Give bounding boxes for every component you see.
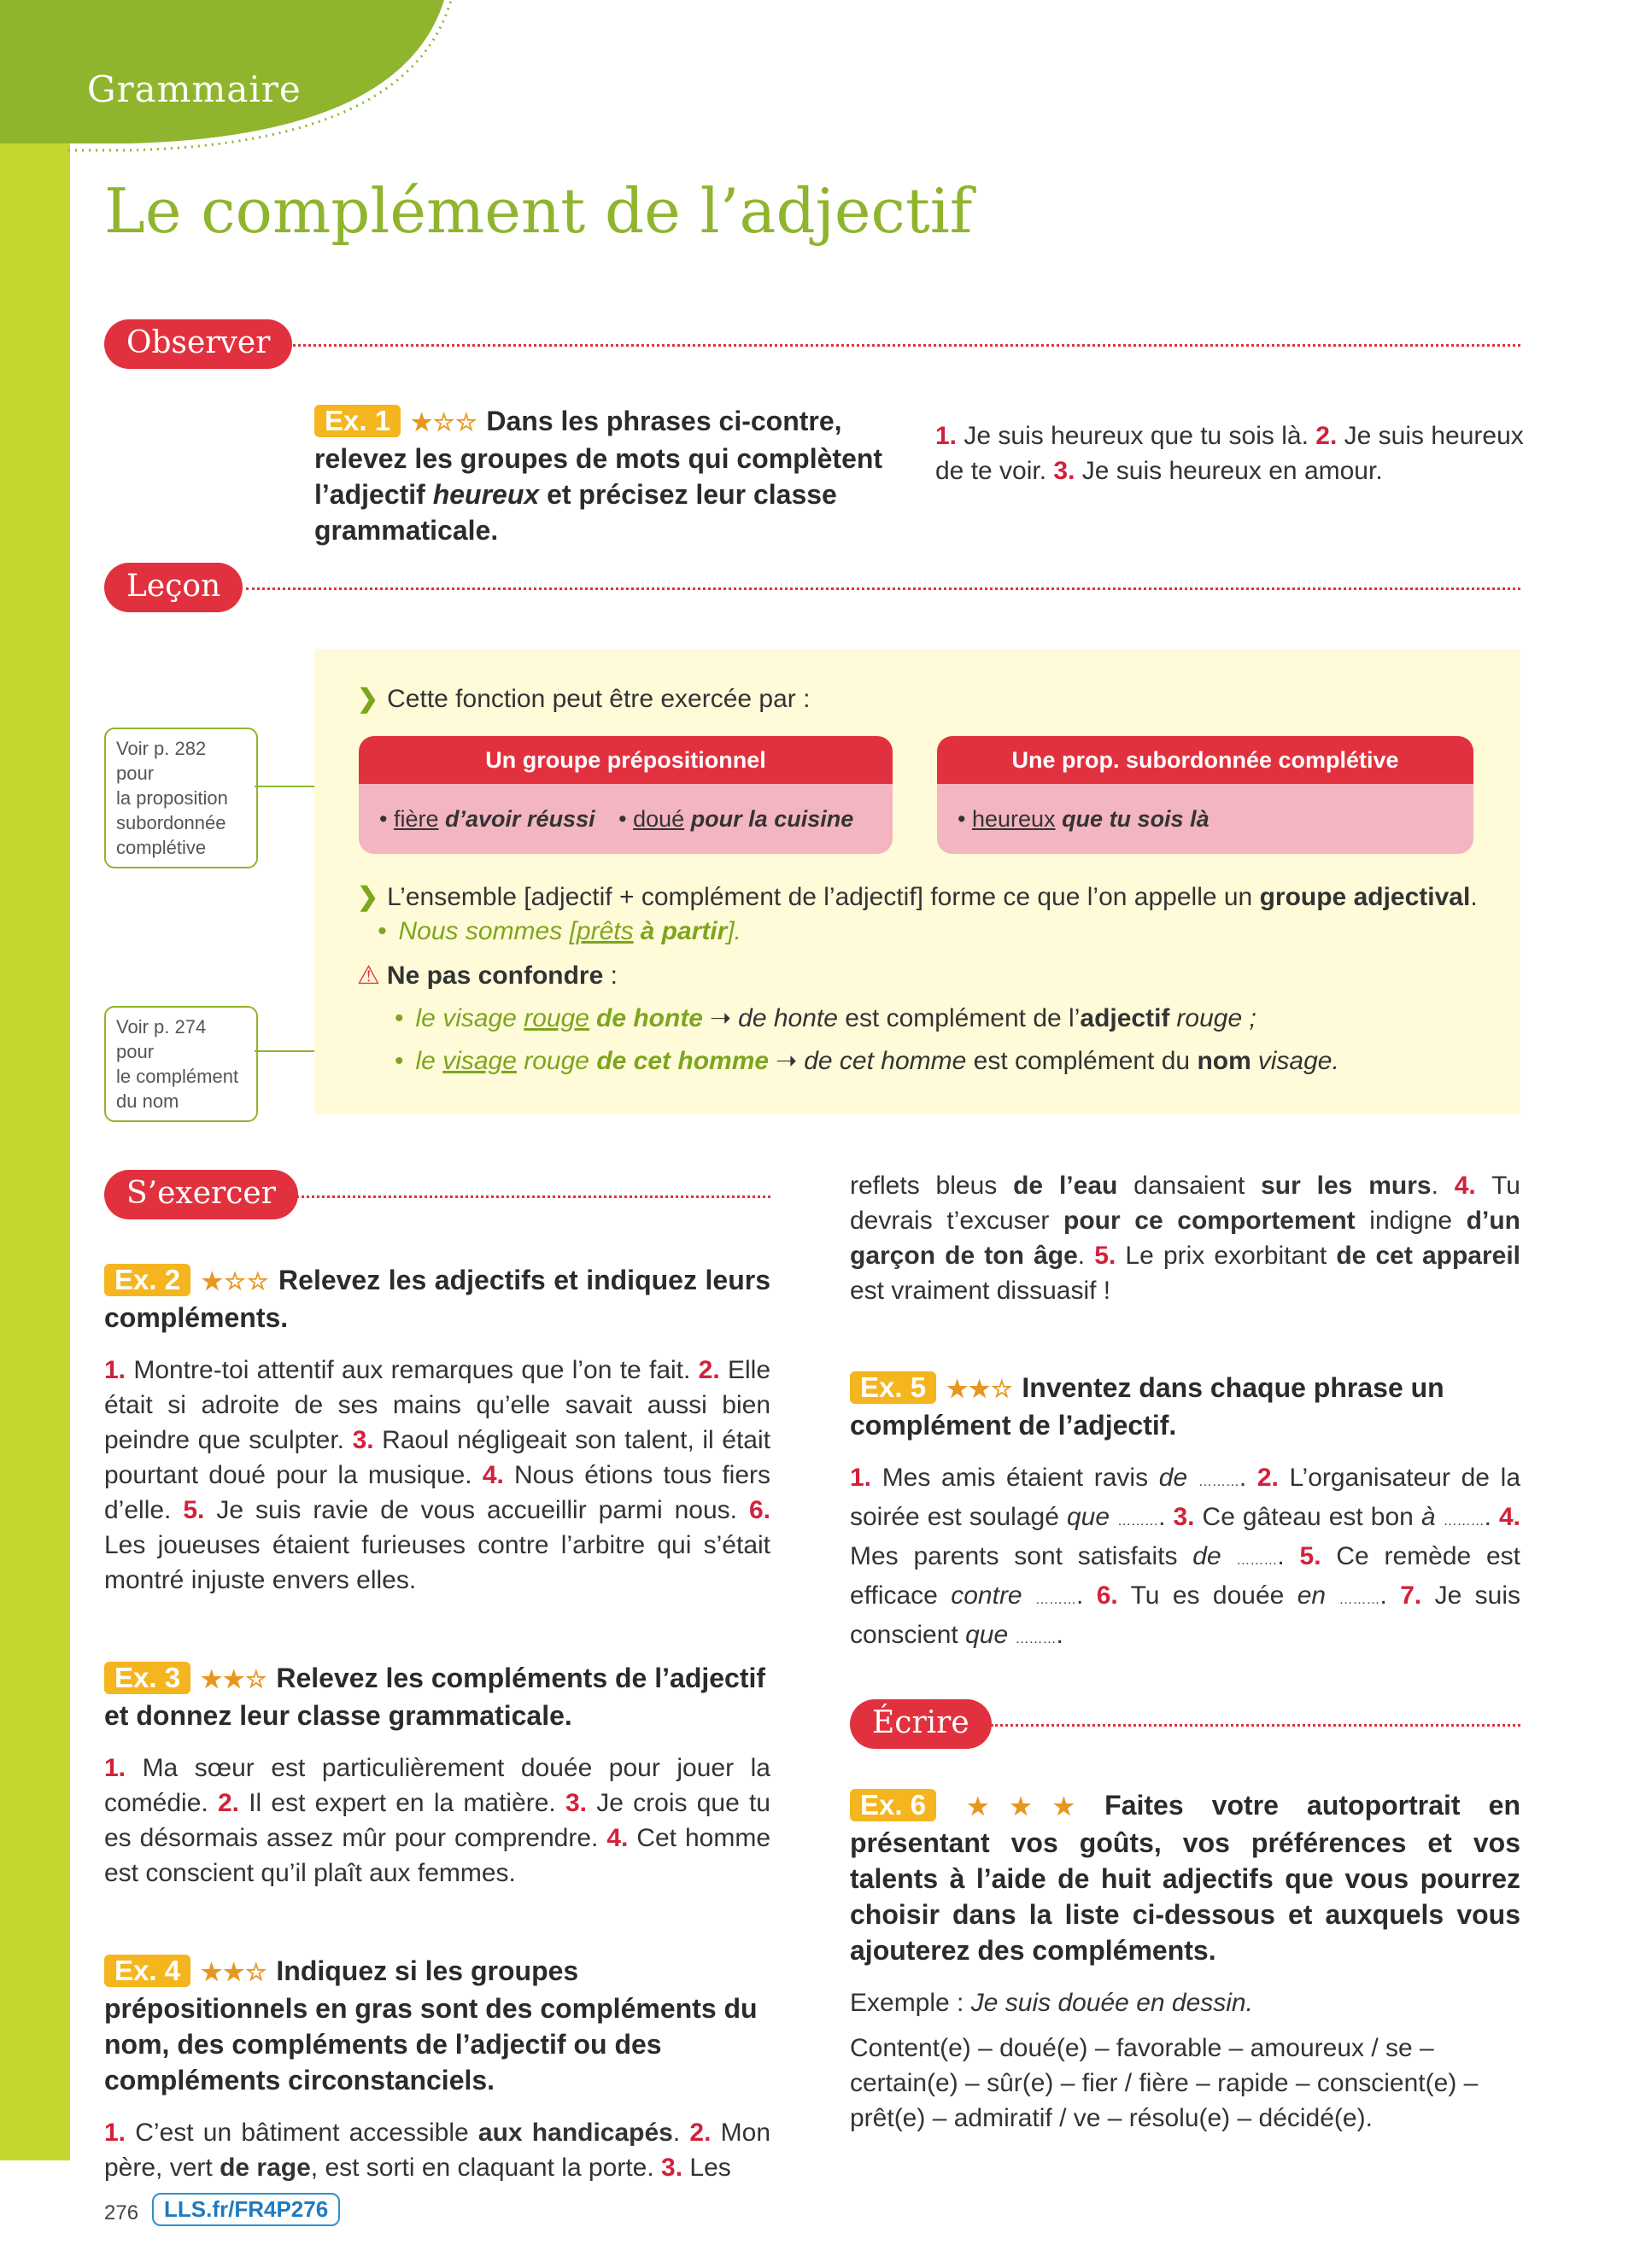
explanation: visage. xyxy=(1257,1047,1339,1075)
example-text: Nous sommes [ xyxy=(398,917,577,945)
item-number: 3. xyxy=(565,1789,588,1817)
exercise-instruction: Dans les phrases ci-contre, relevez les groupes de mots qui complètent l’adjectif xyxy=(314,406,883,510)
sentence: Il est expert en la matière. xyxy=(238,1789,565,1817)
item-number: 1. xyxy=(104,1754,126,1782)
difficulty-stars-icon: ★★☆ xyxy=(201,1666,268,1692)
section-divider xyxy=(246,587,1520,590)
warning-colon: : xyxy=(603,962,618,990)
item-number: 6. xyxy=(748,1496,771,1524)
bold-group: aux handicapés xyxy=(477,2119,673,2147)
example-complement: que tu sois là xyxy=(1062,806,1210,832)
bold-group: sur les murs xyxy=(1261,1172,1432,1200)
exercise-badge: Ex. 5 xyxy=(850,1371,936,1404)
lesson-example xyxy=(378,914,741,949)
page-title: Le complément de l’adjectif xyxy=(104,175,973,247)
sentence: Montre-toi attentif aux remarques que l’on te fait. xyxy=(126,1356,699,1384)
sentence: L’organisateur de la soirée est soulagé xyxy=(850,1464,1521,1531)
card-title: Une prop. subordonnée complétive xyxy=(937,736,1473,784)
exercise-instruction: Indiquez si les groupes prépositionnels en gras sont des compléments du nom, des compléments de l’adjectif ou des compléments circonstanciels. xyxy=(104,1955,758,2096)
example-complement: de cet homme xyxy=(596,1047,770,1075)
sentence: . xyxy=(1379,1581,1401,1610)
sentence: Ma sœur est particulièrement douée pour jouer la comédie. xyxy=(104,1754,770,1817)
side-note-complément-du-nom xyxy=(104,1006,258,1122)
explanation: rouge ; xyxy=(1176,1004,1256,1032)
blank: ……… xyxy=(1035,1593,1076,1607)
resource-link[interactable]: LLS.fr/FR4P276 xyxy=(152,2193,340,2226)
sentence: Nous étions tous fiers d’elle. xyxy=(104,1461,770,1524)
sentence: Cet homme est conscient qu’il plaît aux femmes. xyxy=(104,1824,770,1887)
exercise-2 xyxy=(104,1262,770,1598)
example-complement: de honte xyxy=(596,1004,703,1032)
difficulty-stars-icon: ★★★ xyxy=(946,1793,1097,1820)
bullet: • xyxy=(958,806,966,832)
sentence: . xyxy=(1239,1464,1257,1492)
note-connector xyxy=(255,1050,314,1052)
item-number: 3. xyxy=(1053,457,1075,485)
item-number: 2. xyxy=(698,1356,720,1384)
warning-line-1 xyxy=(395,1001,1256,1036)
section-pill-lecon: Leçon xyxy=(104,563,243,612)
sentence: . xyxy=(1056,1621,1063,1649)
exercise-1-sentences xyxy=(935,418,1525,488)
item-number: 3. xyxy=(352,1426,374,1454)
sentence: Mes amis étaient ravis xyxy=(871,1464,1159,1492)
instruction-keyword: heureux xyxy=(432,479,540,510)
item-number: 3. xyxy=(661,2154,683,2182)
example-adjective: fière xyxy=(393,806,439,832)
preposition: de xyxy=(1192,1542,1221,1570)
example-complement: à partir xyxy=(640,917,728,945)
exercise-4 xyxy=(104,1953,770,2185)
exercise-badge: Ex. 4 xyxy=(104,1955,190,1987)
sentence: . xyxy=(1431,1172,1455,1200)
card-groupe-prepositionnel xyxy=(359,736,893,854)
sentence: . xyxy=(1158,1503,1174,1531)
item-number: 5. xyxy=(1299,1542,1321,1570)
item-number: 6. xyxy=(1096,1581,1118,1610)
sentence: . xyxy=(672,2119,690,2147)
exercise-badge: Ex. 2 xyxy=(104,1264,190,1296)
blank: ……… xyxy=(1236,1553,1278,1568)
section-pill-sexercer: S’exercer xyxy=(104,1170,298,1219)
sentence: C’est un bâtiment accessible xyxy=(126,2119,478,2147)
example-sentence: Je suis douée en dessin. xyxy=(970,1989,1253,2017)
preposition: en xyxy=(1297,1581,1327,1610)
bullet: • xyxy=(618,806,627,832)
sentence-fragment: Les xyxy=(682,2154,731,2182)
note-line: Voir p. 282 pour xyxy=(116,738,207,784)
bullet: • xyxy=(395,1004,404,1032)
bold-group: de cet appareil xyxy=(1336,1242,1521,1270)
preposition: que xyxy=(965,1621,1009,1649)
sentence: est vraiment dissuasif ! xyxy=(850,1277,1111,1305)
example-adjective: rouge xyxy=(524,1004,589,1032)
sentence: , est sorti en claquant la porte. xyxy=(310,2154,662,2182)
exercise-instruction: Inventez dans chaque phrase un complément de l’adjectif. xyxy=(850,1372,1444,1441)
note-line: subordonnée xyxy=(116,812,226,833)
sentence: dansaient xyxy=(1117,1172,1262,1200)
lesson-intro-text: Cette fonction peut être exercée par : xyxy=(387,685,811,713)
sentence: Mon père, vert xyxy=(104,2119,771,2182)
explanation: de honte xyxy=(738,1004,838,1032)
sentence: Elle était si adroite de ses mains qu’elle savait aussi bien peindre que sculpter. xyxy=(104,1356,771,1454)
preposition: que xyxy=(1066,1503,1110,1531)
item-number: 2. xyxy=(689,2119,712,2147)
example-complement: d’avoir réussi xyxy=(445,806,595,832)
item-number: 2. xyxy=(1256,1464,1279,1492)
sentence: Je suis heureux que tu sois là. xyxy=(957,422,1316,450)
item-number: 1. xyxy=(104,2119,126,2147)
warning-heading xyxy=(357,958,618,993)
sentence: Le prix exorbitant xyxy=(1116,1242,1337,1270)
explanation: de cet homme xyxy=(804,1047,967,1075)
lesson-intro xyxy=(357,681,810,716)
difficulty-stars-icon: ★☆☆ xyxy=(201,1268,271,1295)
explanation: est complément du xyxy=(966,1047,1198,1075)
exercise-5 xyxy=(850,1370,1520,1657)
section-divider xyxy=(287,344,1520,347)
item-number: 2. xyxy=(217,1789,239,1817)
item-number: 5. xyxy=(183,1496,205,1524)
sentence-fragment: reflets bleus xyxy=(850,1172,1014,1200)
warning-text: Ne pas confondre xyxy=(386,962,604,990)
exercise-3 xyxy=(104,1660,770,1891)
note-line: complétive xyxy=(116,837,207,858)
explanation-keyword: nom xyxy=(1197,1047,1251,1075)
item-number: 4. xyxy=(606,1824,629,1852)
example-adjective: prêts xyxy=(576,917,634,945)
sentence: Mes parents sont satisfaits xyxy=(850,1542,1193,1570)
card-title: Un groupe prépositionnel xyxy=(359,736,893,784)
sentence: indigne xyxy=(1355,1207,1467,1235)
page-number: 276 xyxy=(104,2201,139,2224)
lesson-text: L’ensemble [adjectif + complément de l’adjectif] forme ce que l’on appelle un xyxy=(387,883,1260,911)
chevron-right-icon: ❯ xyxy=(357,883,379,911)
sentence: . xyxy=(1277,1542,1300,1570)
example-complement: pour la cuisine xyxy=(690,806,854,832)
item-number: 1. xyxy=(850,1464,872,1492)
section-divider xyxy=(991,1724,1520,1727)
exercise-4-continued xyxy=(850,1168,1520,1308)
sentence: Ce remède est efficace xyxy=(850,1542,1520,1610)
note-line: la proposition xyxy=(116,787,228,809)
example-text: ]. xyxy=(727,917,741,945)
section-label: Grammaire xyxy=(87,68,302,110)
item-number: 1. xyxy=(935,422,958,450)
exercise-instruction: Faites votre autoportrait en présentant vos goûts, vos préférences et vos talents à l’aide de huit adjectifs que vous pourrez choisir dans la liste ci-dessous et auxquels vous ajouterez des compléments. xyxy=(850,1790,1521,1966)
bold-group: d’un garçon de ton âge xyxy=(850,1207,1520,1270)
warning-line-2 xyxy=(395,1043,1339,1078)
lesson-keyword: groupe adjectival xyxy=(1259,883,1471,911)
explanation-keyword: adjectif xyxy=(1080,1004,1170,1032)
difficulty-stars-icon: ★★☆ xyxy=(201,1959,268,1985)
example-text: le xyxy=(415,1047,443,1075)
section-divider xyxy=(287,1195,770,1198)
exercise-instruction-end: et précisez leur classe grammaticale. xyxy=(314,479,837,546)
blank: ……… xyxy=(1117,1514,1159,1529)
item-number: 1. xyxy=(104,1356,126,1384)
difficulty-stars-icon: ★★☆ xyxy=(946,1376,1014,1402)
sentence: Tu es douée xyxy=(1117,1581,1297,1610)
exercise-1 xyxy=(314,403,895,548)
adjective-list: Content(e) – doué(e) – favorable – amoureux / se – certain(e) – sûr(e) – fier / fière – rapide – conscient(e) – prêt(e) – admiratif / ve – résolu(e) – décidé(e). xyxy=(850,2034,1479,2132)
sentence: Je suis conscient xyxy=(850,1581,1520,1649)
preposition: à xyxy=(1420,1503,1436,1531)
example-noun: visage xyxy=(442,1047,517,1075)
bullet: • xyxy=(395,1047,404,1075)
example-text: rouge xyxy=(516,1047,597,1075)
section-pill-observer: Observer xyxy=(104,319,292,369)
difficulty-stars-icon: ★☆☆ xyxy=(411,409,478,435)
chevron-right-icon: ❯ xyxy=(357,685,379,713)
warning-icon: ⚠ xyxy=(357,962,380,990)
explanation: est complément de l’ xyxy=(837,1004,1081,1032)
side-note-complétive xyxy=(104,728,258,868)
example-adjective: doué xyxy=(633,806,685,832)
blank: ……… xyxy=(1338,1593,1380,1607)
note-line: Voir p. 274 pour xyxy=(116,1016,207,1062)
item-number: 7. xyxy=(1400,1581,1422,1610)
exercise-instruction: Relevez les compléments de l’adjectif et donnez leur classe grammaticale. xyxy=(104,1663,766,1731)
sentence: Je suis heureux en amour. xyxy=(1075,457,1383,485)
sentence: Je crois que tu es désormais assez mûr pour comprendre. xyxy=(104,1789,770,1852)
bold-group: de rage xyxy=(220,2154,311,2182)
arrow-right-icon: ➝ xyxy=(776,1047,798,1075)
bold-group: pour ce comportement xyxy=(1063,1207,1356,1235)
note-line: du nom xyxy=(116,1090,179,1112)
lesson-groupe-adjectival: ❯ L’ensemble [adjectif + complément de l’adjectif] forme ce que l’on appelle un groupe adjectival. xyxy=(357,883,1478,911)
exercise-6 xyxy=(850,1787,1520,2136)
item-number: 4. xyxy=(1454,1172,1476,1200)
item-number: 2. xyxy=(1315,422,1338,450)
preposition: de xyxy=(1158,1464,1188,1492)
item-number: 3. xyxy=(1173,1503,1195,1531)
item-number: 4. xyxy=(1499,1503,1521,1531)
section-pill-ecrire: Écrire xyxy=(850,1699,992,1749)
sentence: Raoul négligeait son talent, il était pourtant doué pour la musique. xyxy=(104,1426,770,1489)
exercise-badge: Ex. 6 xyxy=(850,1789,936,1821)
blank: ……… xyxy=(1443,1514,1485,1529)
bullet: • xyxy=(379,806,388,832)
example-label: Exemple : xyxy=(850,1989,971,2017)
sentence: . xyxy=(1484,1503,1499,1531)
sentence: Tu devrais t’excuser xyxy=(850,1172,1520,1235)
bullet: • xyxy=(378,917,387,945)
sentence: . xyxy=(1076,1581,1097,1610)
exercise-instruction: Relevez les adjectifs et indiquez leurs compléments. xyxy=(104,1265,771,1333)
example-text: le visage xyxy=(415,1004,524,1032)
card-subordonnee-completive xyxy=(937,736,1473,854)
sentence: Ce gâteau est bon xyxy=(1194,1503,1421,1531)
sentence: Je suis heureux de te voir. xyxy=(935,422,1524,485)
note-line: le complément xyxy=(116,1066,239,1087)
bold-group: de l’eau xyxy=(1013,1172,1118,1200)
blank: ……… xyxy=(1198,1475,1239,1489)
exercise-badge: Ex. 1 xyxy=(314,405,401,437)
exercise-badge: Ex. 3 xyxy=(104,1662,190,1694)
example-adjective: heureux xyxy=(971,806,1056,832)
item-number: 4. xyxy=(482,1461,504,1489)
sentence: Les joueuses étaient furieuses contre l’arbitre qui s’était montré injuste envers elles. xyxy=(104,1531,770,1594)
arrow-right-icon: ➝ xyxy=(710,1004,732,1032)
left-margin-bar xyxy=(0,0,70,2160)
sentence: . xyxy=(1077,1242,1095,1270)
item-number: 5. xyxy=(1094,1242,1116,1270)
preposition: contre xyxy=(951,1581,1022,1610)
sentence: Je suis ravie de vous accueillir parmi nous. xyxy=(204,1496,749,1524)
note-connector xyxy=(255,786,314,787)
blank: ……… xyxy=(1015,1632,1057,1646)
